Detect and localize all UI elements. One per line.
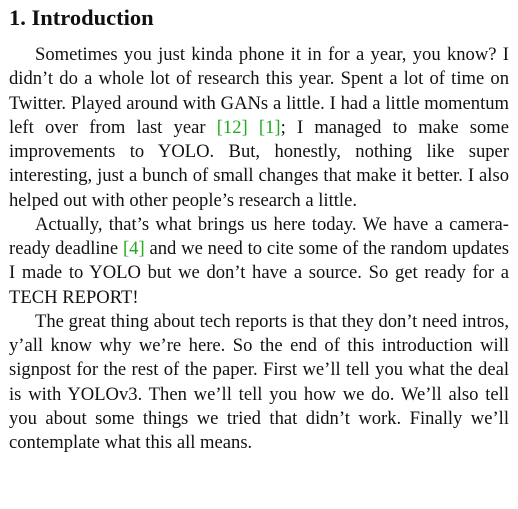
section-heading xyxy=(9,4,509,32)
paragraph-2 xyxy=(9,213,509,310)
section-title: Introduction xyxy=(31,5,154,30)
citation-12-link[interactable]: [12] xyxy=(216,116,248,138)
paper-page xyxy=(9,4,509,455)
paragraph-1-text-c: ; I managed to make some improvements to YOLO. But, honestly, nothing like super interesting, just a bunch of small changes that make it better. I also helped out with other people’s research a little. xyxy=(9,116,510,211)
paragraph-3 xyxy=(9,310,509,456)
paragraph-2-text-a: Actually, that’s what brings us here today. We have a camera-ready deadline xyxy=(9,213,509,259)
paragraph-3-text-a: The great thing about tech reports is that they don’t need intros, y’all know why we’re here. So the end of this introduction will signpost for the rest of the paper. First we’ll tell you what the deal is with YOLOv3. Then we’ll tell you how we do. We’ll also tell you about some things we tried that didn’t work. Finally we’ll contemplate what this all means. xyxy=(9,310,509,453)
paragraph-1-text-a: Sometimes you just kinda phone it in for a year, you know? I didn’t do a whole lot of research this year. Spent a lot of time on Twitter. Played around with GANs a little. I had a little momentum left over from last year xyxy=(9,44,509,138)
section-number: 1. xyxy=(9,5,26,30)
citation-1-link[interactable]: [1] xyxy=(258,116,281,138)
paragraph-2-text-b: and we need to cite some of the random updates I made to YOLO but we don’t have a source. So get ready for a TECH REPORT! xyxy=(9,238,509,308)
citation-4-link[interactable]: [4] xyxy=(122,238,145,259)
paragraph-1 xyxy=(9,43,509,213)
paragraph-1-text-b xyxy=(248,117,259,138)
